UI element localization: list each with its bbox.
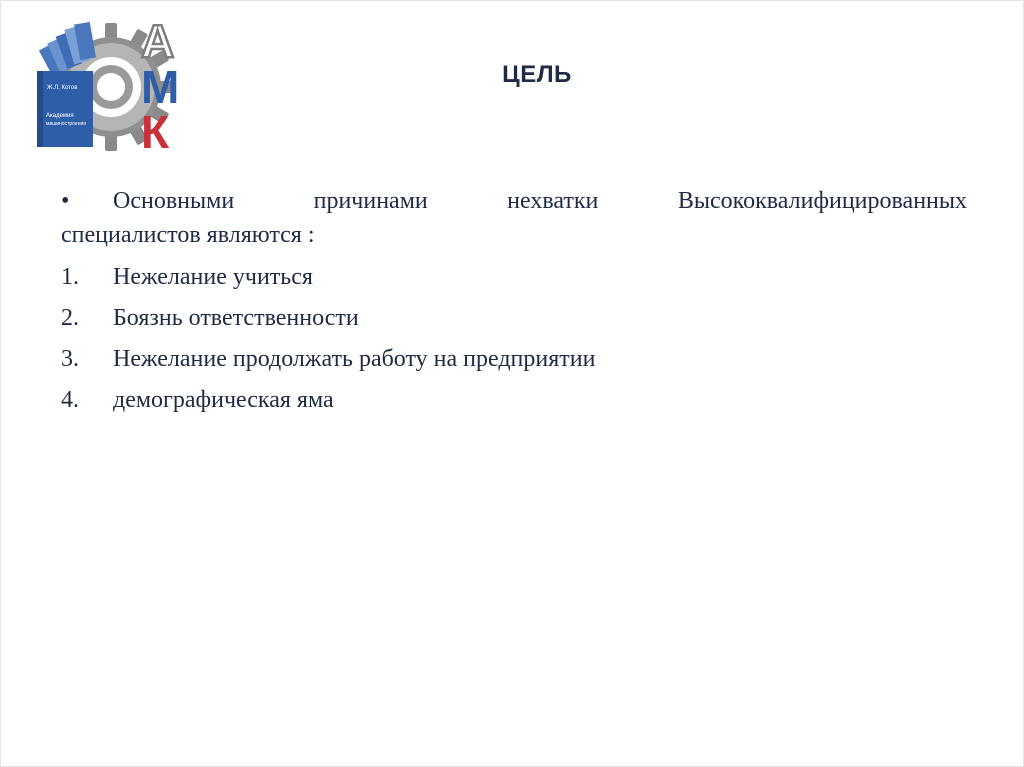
- intro-line-2: специалистов являются :: [61, 222, 315, 248]
- logo-letter-a: А: [141, 15, 175, 67]
- list-item: [61, 260, 967, 294]
- list-item-text: демографическая яма: [113, 387, 334, 413]
- list-item-text: Нежелание продолжать работу на предприятии: [113, 346, 596, 372]
- intro-paragraph: [61, 184, 967, 218]
- list-item-text: Боязнь ответственности: [113, 305, 359, 331]
- book-author: Ж.Л. Котов: [47, 85, 78, 91]
- list-item-text: Нежелание учиться: [113, 264, 313, 290]
- logo-letter-m: М: [141, 61, 180, 113]
- book-title-line2: машиностроения: [46, 121, 86, 127]
- bullet-marker: •: [61, 188, 70, 214]
- list-item: [61, 301, 967, 335]
- list-item-number: 1.: [61, 264, 79, 290]
- intro-line-1: Основными причинами нехватки Высококвалифицированных: [113, 188, 967, 214]
- list-item-number: 4.: [61, 387, 79, 413]
- logo-letter-k: К: [141, 106, 170, 151]
- slide-content: [61, 184, 967, 424]
- slide-title: ЦЕЛЬ: [502, 61, 572, 88]
- list-item: [61, 342, 967, 376]
- book-title-line1: Академия: [46, 113, 74, 119]
- list-item-number: 3.: [61, 346, 79, 372]
- list-item-number: 2.: [61, 305, 79, 331]
- list-item: [61, 383, 967, 417]
